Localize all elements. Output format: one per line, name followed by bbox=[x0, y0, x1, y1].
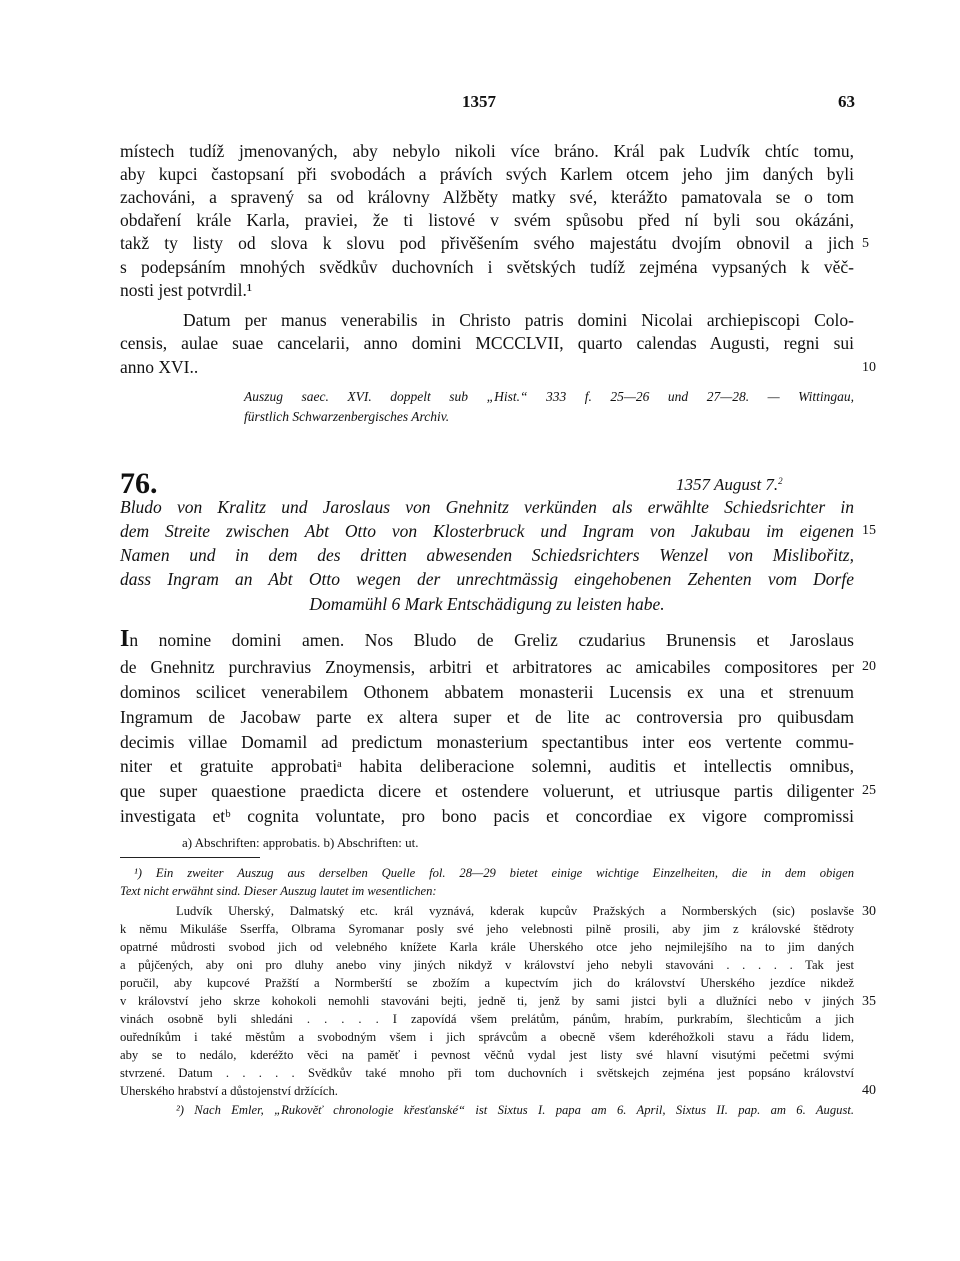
top-text-line: místech tudíž jmenovaných, aby nebylo nikoli více bráno. Král pak Ludvík chtíc tomu, bbox=[120, 141, 854, 161]
regest-line: dass Ingram an Abt Otto wegen der unrechtmässig eingehobenen Zehenten vom Dorfe bbox=[120, 569, 854, 589]
charter-line: dominos scilicet venerabilem Othonem abbatem monasterii Lucensis ex una et strenuum bbox=[120, 682, 854, 702]
footnote-czech-line: poručil, aby kupcové Pražští a Normberští se zbožím a kupectvím jich do království Uherského jezdíce nikdež bbox=[120, 976, 854, 990]
top-text-line: s podepsáním mnohých svědkův duchovních i světských tudíž zejména vypsaných k věč- bbox=[120, 257, 854, 277]
top-text-line: aby kupci častopsaní při svobodách a právích svých Karlem otcem jeho jim daných byli bbox=[120, 164, 854, 184]
top-text-line: zachováni, a spravený sa od královny Alžběty matky své, kterážto pamatovala se o tom bbox=[120, 187, 854, 207]
footnote-czech-line: a půjčených, aby oni pro dluhy anebo viny jiných nikdyž v království jeho nebyli stavováni . . . . . Tak jest bbox=[120, 958, 854, 972]
document-date-text: 1357 August 7. bbox=[676, 475, 779, 494]
footnote-czech-line: Uherského hrabství a důstojenství držících. bbox=[120, 1084, 338, 1098]
footnote-czech-line: aby se to nedálo, kderéžto věci na paměť i pevnost věčnů vydal jest listy své hlavní visutými pečetmi svými bbox=[120, 1048, 854, 1062]
running-year: 1357 bbox=[462, 92, 496, 111]
source-line: fürstlich Schwarzenbergisches Archiv. bbox=[244, 409, 450, 424]
charter-first-line bbox=[120, 626, 854, 652]
footnote-czech-line: Ludvík Uherský, Dalmatský etc. král vyznává, kderak kupcův Pražských a Normberských (sic) poslavše bbox=[176, 904, 854, 918]
line-number: 15 bbox=[862, 523, 876, 538]
footnote-1-line: ¹) Ein zweiter Auszug aus derselben Quelle fol. 28—29 bietet einige wichtige Einzelheiten, die in dem obigen bbox=[134, 866, 854, 880]
footnote-1-line: Text nicht erwähnt sind. Dieser Auszug lautet im wesentlichen: bbox=[120, 884, 437, 898]
charter-line: niter et gratuite approbatiᵃ habita deliberacione solemni, auditis et intellectis omnibus, bbox=[120, 756, 854, 776]
document-number: 76. bbox=[120, 467, 158, 500]
footnote-czech-line: stvrzené. Datum . . . . . Svědkův také mnoho při tom duchovních i světskejch zejména jest popsáno království bbox=[120, 1066, 854, 1080]
charter-first-text: n nomine domini amen. Nos Bludo de Greliz czudarius Brunensis et Jaroslaus bbox=[129, 630, 854, 650]
line-number: 20 bbox=[862, 659, 876, 674]
line-number: 40 bbox=[862, 1083, 876, 1098]
charter-line: que super quaestione praedicta dicere et ostendere voluerunt, et utriusque partis diligenter bbox=[120, 781, 854, 801]
footnote-czech-line: opatrné můdrosti svobod jich od velebného knížete Karla krále Uherského otce jeho nejmilejšího na to jim daných bbox=[120, 940, 854, 954]
footnote-separator bbox=[120, 857, 260, 858]
footnote-2: ²) Nach Emler, „Rukověť chronologie křesťanské“ ist Sixtus I. papa am 6. April, Sixtus II. pap. am 6. August. bbox=[176, 1103, 854, 1117]
regest-line: Bludo von Kralitz und Jaroslaus von Gnehnitz verkünden als erwählte Schiedsrichter in bbox=[120, 497, 854, 517]
charter-line: Ingramum de Jacobaw parte ex altera super et de lite ac controversia pro quibusdam bbox=[120, 707, 854, 727]
footnote-czech-line: ouředníkům i také městům a svobodným všem i jich správcům a obecně všem kderéhožkoli stavu a řádu lidem, bbox=[120, 1030, 854, 1044]
line-number: 30 bbox=[862, 904, 876, 919]
page-number: 63 bbox=[838, 92, 855, 111]
line-number: 35 bbox=[862, 994, 876, 1009]
date-footnote-mark: 2 bbox=[778, 476, 783, 486]
charter-line: decimis villae Domamil ad predictum monasterium spectantibus inter eos vertente commu- bbox=[120, 732, 854, 752]
charter-line: investigata etᵇ cognita voluntate, pro bono pacis et concordiae ex vigore compromissi bbox=[120, 806, 854, 826]
top-text-line: takž ty listy od slova k slovu pod přivěšením svého majestátu dvojím obnovil a jich bbox=[120, 233, 854, 253]
footnote-czech-line: v království jeho skrze kohokoli nemohli stavováni bejti, jedně ti, jenž by sami jistci byli a dlužníci nebo v jiných bbox=[120, 994, 854, 1008]
datum-line: anno XVI.. bbox=[120, 357, 199, 377]
line-number: 10 bbox=[862, 360, 876, 375]
charter-line: de Gnehnitz purchravius Znoymensis, arbitri et arbitratores ac amicabiles compositores per bbox=[120, 657, 854, 677]
regest-line: Namen und in dem des dritten abwesenden Schiedsrichters Wenzel von Mislibořitz, bbox=[120, 545, 854, 565]
footnote-czech-line: k němu Mikuláše Sserffa, Olbrama Syromanar posly své jeho velebnosti pilně prosili, aby jim z královské štědroty bbox=[120, 922, 854, 936]
regest-line: Domamühl 6 Mark Entschädigung zu leisten habe. bbox=[309, 594, 665, 614]
top-text-line: nosti jest potvrdil.¹ bbox=[120, 280, 253, 300]
line-number: 5 bbox=[862, 236, 869, 251]
document-date bbox=[676, 475, 783, 495]
footnote-czech-line: vinách osobně byli shledáni . . . . . I zapovídá všem prelátům, pánům, hrabím, purkrabím, šlechticům a jich bbox=[120, 1012, 854, 1026]
regest-line: dem Streite zwischen Abt Otto von Klosterbruck und Ingram von Jakubau im eigenen bbox=[120, 521, 854, 541]
top-text-line: obdaření krále Karla, praviei, že ti listové v svém spůsobu před ní byli sou okázáni, bbox=[120, 210, 854, 230]
datum-line: censis, aulae suae cancelarii, anno domini MCCCLVII, quarto calendas Augusti, regni sui bbox=[120, 333, 854, 353]
datum-line: Datum per manus venerabilis in Christo patris domini Nicolai archiepiscopi Colo- bbox=[183, 310, 854, 330]
source-line: Auszug saec. XVI. doppelt sub „Hist.“ 333 f. 25—26 und 27—28. — Wittingau, bbox=[244, 389, 854, 404]
text-variants: a) Abschriften: approbatis. b) Abschriften: ut. bbox=[182, 835, 419, 850]
initial-letter: I bbox=[120, 626, 130, 652]
line-number: 25 bbox=[862, 783, 876, 798]
